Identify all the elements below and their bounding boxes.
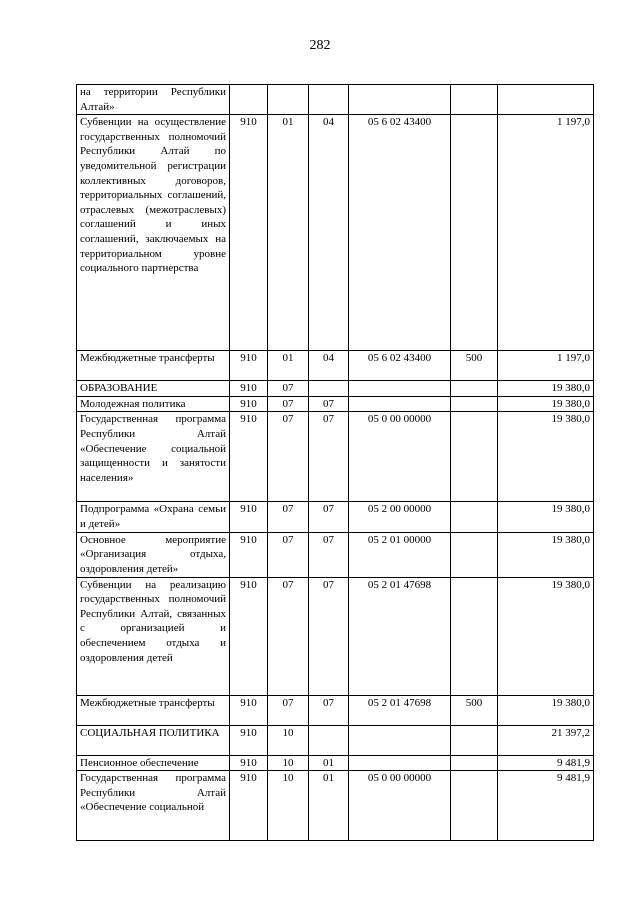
table-row xyxy=(77,577,594,695)
grbs-cell: 910 xyxy=(230,351,268,381)
expense-type-cell xyxy=(451,577,498,695)
table-row xyxy=(77,85,594,115)
subsection-cell: 07 xyxy=(309,532,349,577)
subsection-cell xyxy=(309,381,349,397)
row-name-cell: Пенсионное обеспечение xyxy=(77,755,230,771)
grbs-cell: 910 xyxy=(230,115,268,351)
table-row xyxy=(77,412,594,502)
expense-type-cell: 500 xyxy=(451,695,498,725)
row-name-cell: Субвенции на осуществление государственных полномочий Республики Алтай по уведомительной регистрации коллективных договоров, территориальных соглашений, отраслевых (межотраслевых) соглашений и иных соглашений, заключаемых на территориальном уровне социального партнерства xyxy=(77,115,230,351)
row-name-cell: Межбюджетные трансферты xyxy=(77,695,230,725)
expense-type-cell: 500 xyxy=(451,351,498,381)
table-row xyxy=(77,115,594,351)
target-article-cell xyxy=(349,755,451,771)
grbs-cell: 910 xyxy=(230,396,268,412)
section-cell: 01 xyxy=(268,115,309,351)
section-cell: 07 xyxy=(268,695,309,725)
section-cell: 07 xyxy=(268,577,309,695)
grbs-cell: 910 xyxy=(230,502,268,532)
row-name-cell: Субвенции на реализацию государственных полномочий Республики Алтай, связанных с организацией и обеспечением отдыха и оздоровления детей xyxy=(77,577,230,695)
target-article-cell: 05 6 02 43400 xyxy=(349,351,451,381)
row-name-cell: Основное мероприятие «Организация отдыха, оздоровления детей» xyxy=(77,532,230,577)
section-cell: 07 xyxy=(268,381,309,397)
table-row xyxy=(77,396,594,412)
section-cell: 07 xyxy=(268,502,309,532)
table-row xyxy=(77,532,594,577)
amount-cell: 1 197,0 xyxy=(498,115,594,351)
target-article-cell: 05 2 01 47698 xyxy=(349,695,451,725)
amount-cell: 9 481,9 xyxy=(498,755,594,771)
amount-cell: 19 380,0 xyxy=(498,695,594,725)
table-row xyxy=(77,725,594,755)
amount-cell: 19 380,0 xyxy=(498,532,594,577)
row-name-cell: Подпрограмма «Охрана семьи и детей» xyxy=(77,502,230,532)
subsection-cell: 01 xyxy=(309,755,349,771)
table-body xyxy=(77,85,594,841)
grbs-cell xyxy=(230,85,268,115)
row-name-cell: Молодежная политика xyxy=(77,396,230,412)
section-cell: 01 xyxy=(268,351,309,381)
table-row xyxy=(77,502,594,532)
section-cell xyxy=(268,85,309,115)
amount-cell: 1 197,0 xyxy=(498,351,594,381)
grbs-cell: 910 xyxy=(230,695,268,725)
amount-cell: 9 481,9 xyxy=(498,771,594,841)
grbs-cell: 910 xyxy=(230,725,268,755)
expense-type-cell xyxy=(451,532,498,577)
expense-type-cell xyxy=(451,85,498,115)
subsection-cell: 04 xyxy=(309,115,349,351)
subsection-cell: 07 xyxy=(309,502,349,532)
expense-type-cell xyxy=(451,412,498,502)
amount-cell: 19 380,0 xyxy=(498,502,594,532)
grbs-cell: 910 xyxy=(230,771,268,841)
subsection-cell: 07 xyxy=(309,412,349,502)
expense-type-cell xyxy=(451,115,498,351)
amount-cell: 19 380,0 xyxy=(498,412,594,502)
subsection-cell: 07 xyxy=(309,695,349,725)
expense-type-cell xyxy=(451,771,498,841)
section-cell: 10 xyxy=(268,771,309,841)
expense-type-cell xyxy=(451,396,498,412)
row-name-cell: на территории Республики Алтай» xyxy=(77,85,230,115)
target-article-cell xyxy=(349,725,451,755)
grbs-cell: 910 xyxy=(230,755,268,771)
target-article-cell xyxy=(349,381,451,397)
table-row xyxy=(77,351,594,381)
target-article-cell xyxy=(349,396,451,412)
target-article-cell: 05 0 00 00000 xyxy=(349,771,451,841)
grbs-cell: 910 xyxy=(230,381,268,397)
amount-cell xyxy=(498,85,594,115)
table-row xyxy=(77,381,594,397)
target-article-cell: 05 6 02 43400 xyxy=(349,115,451,351)
subsection-cell xyxy=(309,85,349,115)
budget-table xyxy=(76,84,594,841)
page-number: 282 xyxy=(309,38,331,53)
subsection-cell xyxy=(309,725,349,755)
section-cell: 10 xyxy=(268,725,309,755)
row-name-cell: Государственная программа Республики Алтай «Обеспечение социальной xyxy=(77,771,230,841)
subsection-cell: 01 xyxy=(309,771,349,841)
section-cell: 10 xyxy=(268,755,309,771)
grbs-cell: 910 xyxy=(230,532,268,577)
amount-cell: 19 380,0 xyxy=(498,396,594,412)
section-cell: 07 xyxy=(268,532,309,577)
table-row xyxy=(77,771,594,841)
expense-type-cell xyxy=(451,725,498,755)
expense-type-cell xyxy=(451,755,498,771)
amount-cell: 19 380,0 xyxy=(498,577,594,695)
expense-type-cell xyxy=(451,381,498,397)
subsection-cell: 07 xyxy=(309,396,349,412)
row-name-cell: СОЦИАЛЬНАЯ ПОЛИТИКА xyxy=(77,725,230,755)
subsection-cell: 07 xyxy=(309,577,349,695)
grbs-cell: 910 xyxy=(230,577,268,695)
section-cell: 07 xyxy=(268,412,309,502)
row-name-cell: ОБРАЗОВАНИЕ xyxy=(77,381,230,397)
target-article-cell: 05 2 01 47698 xyxy=(349,577,451,695)
row-name-cell: Межбюджетные трансферты xyxy=(77,351,230,381)
target-article-cell: 05 2 01 00000 xyxy=(349,532,451,577)
row-name-cell: Государственная программа Республики Алтай «Обеспечение социальной защищенности и занятости населения» xyxy=(77,412,230,502)
target-article-cell: 05 2 00 00000 xyxy=(349,502,451,532)
grbs-cell: 910 xyxy=(230,412,268,502)
table-row xyxy=(77,755,594,771)
target-article-cell: 05 0 00 00000 xyxy=(349,412,451,502)
section-cell: 07 xyxy=(268,396,309,412)
table-row xyxy=(77,695,594,725)
amount-cell: 19 380,0 xyxy=(498,381,594,397)
subsection-cell: 04 xyxy=(309,351,349,381)
expense-type-cell xyxy=(451,502,498,532)
target-article-cell xyxy=(349,85,451,115)
amount-cell: 21 397,2 xyxy=(498,725,594,755)
